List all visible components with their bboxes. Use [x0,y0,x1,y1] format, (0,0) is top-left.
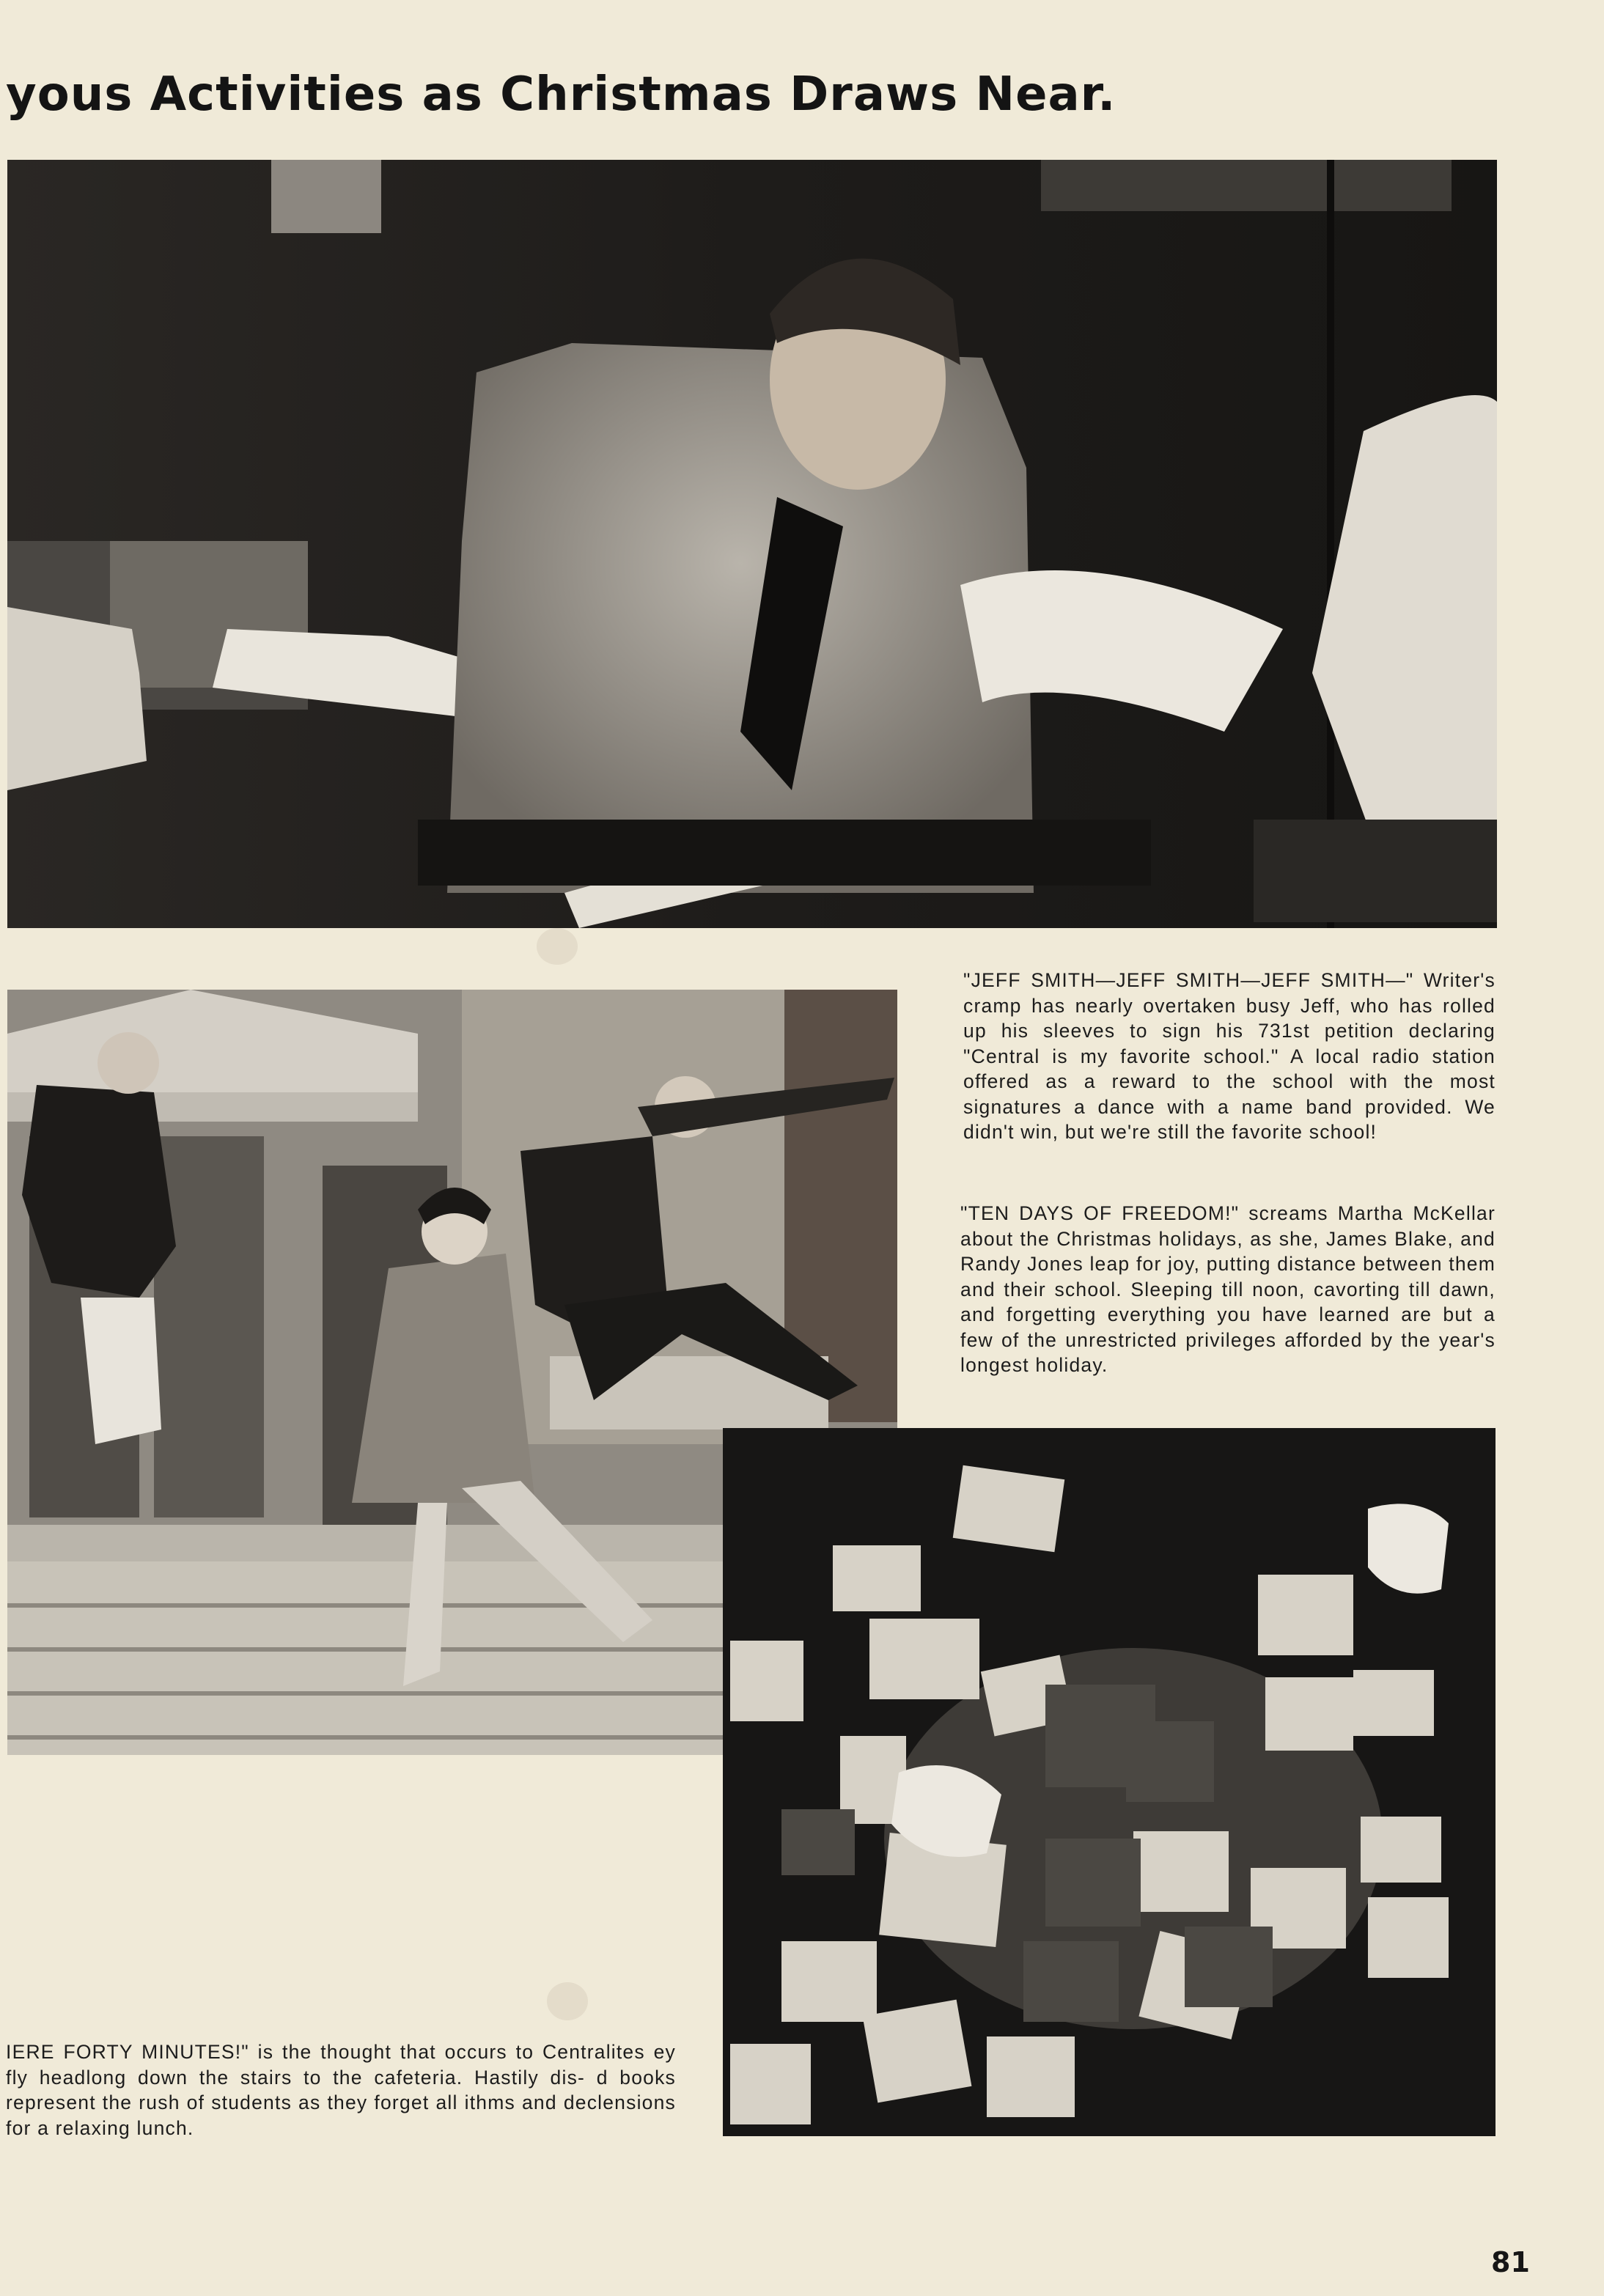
petition-photo [7,160,1497,928]
scattered-books-photo [723,1428,1496,2136]
lunch-caption: IERE FORTY MINUTES!" is the thought that occurs to Centralites ey fly headlong down the stairs to the cafeteria. Hastily dis- d books represent the rush of students as they forget all ithms and declensions for a relaxing lunch. [6,2041,676,2139]
page-blot [537,928,578,965]
petition-caption: "JEFF SMITH—JEFF SMITH—JEFF SMITH—" Writer's cramp has nearly overtaken busy Jeff, who has rolled up his sleeves to sign his 731st petition declaring "Central is my favorite school." A local radio station offered as a reward to the school with the most signatures a dance with a name band provided. We didn't win, but we're still the favorite school! [963,969,1496,1143]
page-blot [547,1982,588,2020]
freedom-caption: "TEN DAYS OF FREEDOM!" screams Martha McKellar about the Christmas holidays, as she, James Blake, and Randy Jones leap for joy, putting distance between them and their school. Sleeping till noon, cavorting till dawn, and forgetting everything you have learned are but a few of the unrestricted privileges afforded by the year's longest holiday. [960,1202,1496,1376]
page-number: 81 [1491,2246,1530,2278]
page-headline: yous Activities as Christmas Draws Near. [6,67,1116,122]
